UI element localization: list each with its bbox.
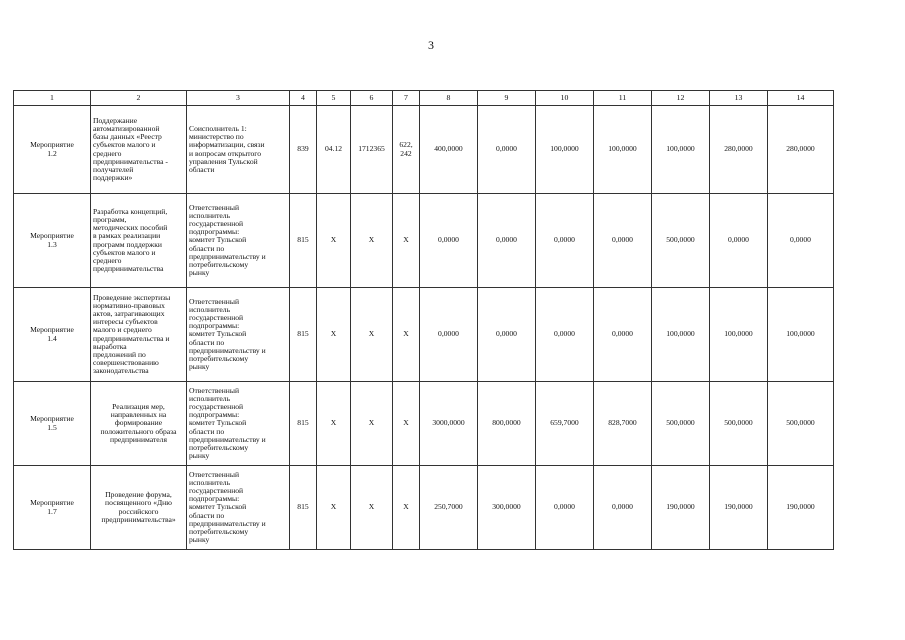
event-description-cell-line: субъектов малого и bbox=[93, 140, 156, 150]
cell-c14: 100,0000 bbox=[768, 288, 834, 382]
cell-c12: 500,0000 bbox=[652, 194, 710, 288]
table-row bbox=[14, 194, 834, 288]
executor-cell-line: потребительскому bbox=[189, 442, 249, 452]
cell-c12: 190,0000 bbox=[652, 466, 710, 550]
executor-cell bbox=[187, 106, 290, 194]
cell-c14: 280,0000 bbox=[768, 106, 834, 194]
cell-c14: 190,0000 bbox=[768, 466, 834, 550]
event-description-cell-line: Реализация мер, bbox=[112, 402, 165, 412]
cell-c8: 0,0000 bbox=[420, 288, 478, 382]
cell-c5: X bbox=[317, 288, 351, 382]
budget-table bbox=[13, 90, 834, 550]
column-header: 4 bbox=[290, 91, 317, 106]
cell-c12: 100,0000 bbox=[652, 106, 710, 194]
event-description-cell-line: программ поддержки bbox=[93, 239, 162, 249]
table-row bbox=[14, 466, 834, 550]
cell-c8: 3000,0000 bbox=[420, 382, 478, 466]
executor-cell-line: подпрограммы: bbox=[189, 494, 240, 504]
cell-c7-line: X bbox=[403, 235, 409, 245]
cell-c7-line: X bbox=[403, 502, 409, 512]
event-description-cell-line: предпринимательства и bbox=[93, 333, 170, 343]
event-name-cell bbox=[14, 106, 91, 194]
executor-cell-line: области bbox=[189, 164, 215, 174]
cell-c13: 100,0000 bbox=[710, 288, 768, 382]
cell-c13: 500,0000 bbox=[710, 382, 768, 466]
cell-c13: 0,0000 bbox=[710, 194, 768, 288]
event-description-cell-line: нормативно-правовых bbox=[93, 301, 165, 311]
column-header: 2 bbox=[91, 91, 187, 106]
event-name-cell-line: 1.2 bbox=[47, 148, 57, 158]
table-row bbox=[14, 382, 834, 466]
executor-cell-line: Ответственный bbox=[189, 203, 240, 213]
cell-c11: 0,0000 bbox=[594, 194, 652, 288]
executor-cell-line: области по bbox=[189, 337, 225, 347]
executor-cell-line: Ответственный bbox=[189, 297, 240, 307]
cell-c12: 100,0000 bbox=[652, 288, 710, 382]
cell-c7-line: 622, bbox=[399, 140, 413, 150]
event-description-cell-line: в рамках реализации bbox=[93, 231, 161, 241]
executor-cell-line: комитет Тульской bbox=[189, 502, 247, 512]
executor-cell-line: предпринимательству и bbox=[189, 345, 266, 355]
cell-c11: 100,0000 bbox=[594, 106, 652, 194]
event-name-cell-line: Мероприятие bbox=[30, 231, 74, 241]
cell-c6: X bbox=[351, 194, 393, 288]
executor-cell-line: комитет Тульской bbox=[189, 235, 247, 245]
cell-c5: X bbox=[317, 382, 351, 466]
header-row bbox=[14, 91, 834, 106]
executor-cell bbox=[187, 194, 290, 288]
cell-c10: 0,0000 bbox=[536, 466, 594, 550]
cell-c6: 1712365 bbox=[351, 106, 393, 194]
cell-c7-line: 242 bbox=[400, 148, 412, 158]
event-description-cell-line: среднего bbox=[93, 255, 122, 265]
executor-cell bbox=[187, 466, 290, 550]
event-description-cell-line: российского bbox=[118, 506, 159, 516]
executor-cell-line: рынку bbox=[189, 450, 210, 460]
event-description-cell bbox=[91, 194, 187, 288]
event-description-cell-line: направленных на bbox=[110, 410, 167, 420]
column-header: 3 bbox=[187, 91, 290, 106]
executor-cell-line: области по bbox=[189, 243, 225, 253]
executor-cell-line: предпринимательству и bbox=[189, 518, 266, 528]
event-description-cell-line: формирование bbox=[114, 418, 163, 428]
cell-c11: 0,0000 bbox=[594, 466, 652, 550]
cell-c14: 0,0000 bbox=[768, 194, 834, 288]
cell-c6: X bbox=[351, 466, 393, 550]
cell-c7 bbox=[393, 466, 420, 550]
executor-cell-line: исполнитель bbox=[189, 394, 231, 404]
cell-c5: X bbox=[317, 466, 351, 550]
event-description-cell bbox=[91, 382, 187, 466]
cell-c10: 0,0000 bbox=[536, 194, 594, 288]
cell-c9: 0,0000 bbox=[478, 288, 536, 382]
cell-c9: 800,0000 bbox=[478, 382, 536, 466]
event-name-cell-line: Мероприятие bbox=[30, 140, 74, 150]
event-description-cell bbox=[91, 288, 187, 382]
executor-cell-line: потребительскому bbox=[189, 526, 249, 536]
cell-c7-line: X bbox=[403, 329, 409, 339]
event-description-cell-line: предложений по bbox=[93, 349, 146, 359]
executor-cell-line: и вопросам открытого bbox=[189, 148, 262, 158]
executor-cell-line: комитет Тульской bbox=[189, 418, 247, 428]
column-header: 5 bbox=[317, 91, 351, 106]
event-name-cell bbox=[14, 288, 91, 382]
executor-cell-line: государственной bbox=[189, 219, 244, 229]
event-description-cell-line: субъектов малого и bbox=[93, 247, 156, 257]
column-header: 6 bbox=[351, 91, 393, 106]
cell-c7-line: X bbox=[403, 418, 409, 428]
cell-c8: 400,0000 bbox=[420, 106, 478, 194]
executor-cell-line: Соисполнитель 1: bbox=[189, 124, 247, 134]
executor-cell-line: рынку bbox=[189, 361, 210, 371]
cell-c10: 659,7000 bbox=[536, 382, 594, 466]
executor-cell-line: исполнитель bbox=[189, 478, 231, 488]
event-description-cell-line: программ, bbox=[93, 215, 127, 225]
executor-cell-line: рынку bbox=[189, 267, 210, 277]
executor-cell-line: государственной bbox=[189, 402, 244, 412]
executor-cell-line: исполнитель bbox=[189, 211, 231, 221]
table-row bbox=[14, 106, 834, 194]
event-description-cell-line: предпринимательства - bbox=[93, 156, 168, 166]
column-header: 14 bbox=[768, 91, 834, 106]
executor-cell-line: подпрограммы: bbox=[189, 227, 240, 237]
event-description-cell-line: Поддержание bbox=[93, 116, 138, 126]
event-description-cell-line: интересы субъектов bbox=[93, 317, 158, 327]
cell-c4: 815 bbox=[290, 382, 317, 466]
column-header: 13 bbox=[710, 91, 768, 106]
column-header: 11 bbox=[594, 91, 652, 106]
cell-c9: 0,0000 bbox=[478, 194, 536, 288]
cell-c4: 815 bbox=[290, 288, 317, 382]
event-name-cell bbox=[14, 194, 91, 288]
cell-c8: 250,7000 bbox=[420, 466, 478, 550]
event-description-cell-line: предпринимательства» bbox=[101, 514, 176, 524]
event-description-cell-line: законодательства bbox=[93, 365, 149, 375]
event-description-cell bbox=[91, 466, 187, 550]
cell-c14: 500,0000 bbox=[768, 382, 834, 466]
event-description-cell-line: методических пособий bbox=[93, 223, 168, 233]
event-name-cell-line: 1.7 bbox=[47, 506, 57, 516]
executor-cell-line: области по bbox=[189, 510, 225, 520]
executor-cell-line: потребительскому bbox=[189, 259, 249, 269]
cell-c9: 300,0000 bbox=[478, 466, 536, 550]
cell-c13: 190,0000 bbox=[710, 466, 768, 550]
executor-cell-line: предпринимательству и bbox=[189, 251, 266, 261]
cell-c6: X bbox=[351, 288, 393, 382]
event-name-cell-line: Мероприятие bbox=[30, 325, 74, 335]
executor-cell-line: подпрограммы: bbox=[189, 321, 240, 331]
event-description-cell bbox=[91, 106, 187, 194]
event-description-cell-line: Разработка концепций, bbox=[93, 207, 168, 217]
event-description-cell-line: предпринимательства bbox=[93, 263, 164, 273]
cell-c6: X bbox=[351, 382, 393, 466]
executor-cell-line: рынку bbox=[189, 534, 210, 544]
executor-cell-line: области по bbox=[189, 426, 225, 436]
event-description-cell-line: базы данных «Реестр bbox=[93, 132, 162, 142]
cell-c13: 280,0000 bbox=[710, 106, 768, 194]
executor-cell-line: комитет Тульской bbox=[189, 329, 247, 339]
column-header: 10 bbox=[536, 91, 594, 106]
event-description-cell-line: актов, затрагивающих bbox=[93, 309, 165, 319]
event-description-cell-line: среднего bbox=[93, 148, 122, 158]
cell-c7 bbox=[393, 382, 420, 466]
cell-c4: 839 bbox=[290, 106, 317, 194]
event-description-cell-line: поддержки» bbox=[93, 172, 133, 182]
table-row bbox=[14, 288, 834, 382]
executor-cell bbox=[187, 382, 290, 466]
event-name-cell-line: Мероприятие bbox=[30, 498, 74, 508]
cell-c7 bbox=[393, 106, 420, 194]
executor-cell-line: министерство по bbox=[189, 132, 244, 142]
executor-cell-line: информатизации, связи bbox=[189, 140, 265, 150]
event-name-cell bbox=[14, 382, 91, 466]
executor-cell-line: Ответственный bbox=[189, 386, 240, 396]
event-description-cell-line: предпринимателя bbox=[110, 434, 167, 444]
executor-cell-line: управления Тульской bbox=[189, 156, 258, 166]
event-description-cell-line: совершенствованию bbox=[93, 357, 159, 367]
event-description-cell-line: малого и среднего bbox=[93, 325, 152, 335]
event-description-cell-line: Проведение форума, bbox=[105, 490, 172, 500]
event-name-cell-line: Мероприятие bbox=[30, 414, 74, 424]
event-description-cell-line: положительного образа bbox=[100, 426, 177, 436]
event-name-cell bbox=[14, 466, 91, 550]
executor-cell-line: исполнитель bbox=[189, 305, 231, 315]
cell-c12: 500,0000 bbox=[652, 382, 710, 466]
cell-c5: X bbox=[317, 194, 351, 288]
event-description-cell-line: Проведение экспертизы bbox=[93, 293, 171, 303]
column-header: 8 bbox=[420, 91, 478, 106]
event-name-cell-line: 1.4 bbox=[47, 333, 57, 343]
cell-c10: 100,0000 bbox=[536, 106, 594, 194]
event-name-cell-line: 1.3 bbox=[47, 239, 57, 249]
cell-c7 bbox=[393, 194, 420, 288]
cell-c7 bbox=[393, 288, 420, 382]
column-header: 12 bbox=[652, 91, 710, 106]
executor-cell-line: подпрограммы: bbox=[189, 410, 240, 420]
cell-c9: 0,0000 bbox=[478, 106, 536, 194]
executor-cell-line: предпринимательству и bbox=[189, 434, 266, 444]
cell-c11: 828,7000 bbox=[594, 382, 652, 466]
cell-c11: 0,0000 bbox=[594, 288, 652, 382]
event-description-cell-line: посвященного «Дню bbox=[105, 498, 172, 508]
cell-c10: 0,0000 bbox=[536, 288, 594, 382]
executor-cell bbox=[187, 288, 290, 382]
executor-cell-line: государственной bbox=[189, 313, 244, 323]
column-header: 1 bbox=[14, 91, 91, 106]
cell-c8: 0,0000 bbox=[420, 194, 478, 288]
page-number: 3 bbox=[428, 38, 434, 52]
column-header: 7 bbox=[393, 91, 420, 106]
executor-cell-line: потребительскому bbox=[189, 353, 249, 363]
column-header: 9 bbox=[478, 91, 536, 106]
event-description-cell-line: выработка bbox=[93, 341, 127, 351]
executor-cell-line: государственной bbox=[189, 486, 244, 496]
event-name-cell-line: 1.5 bbox=[47, 422, 57, 432]
cell-c4: 815 bbox=[290, 194, 317, 288]
cell-c5: 04.12 bbox=[317, 106, 351, 194]
executor-cell-line: Ответственный bbox=[189, 470, 240, 480]
event-description-cell-line: автоматизированной bbox=[93, 124, 160, 134]
cell-c4: 815 bbox=[290, 466, 317, 550]
event-description-cell-line: получателей bbox=[93, 164, 134, 174]
